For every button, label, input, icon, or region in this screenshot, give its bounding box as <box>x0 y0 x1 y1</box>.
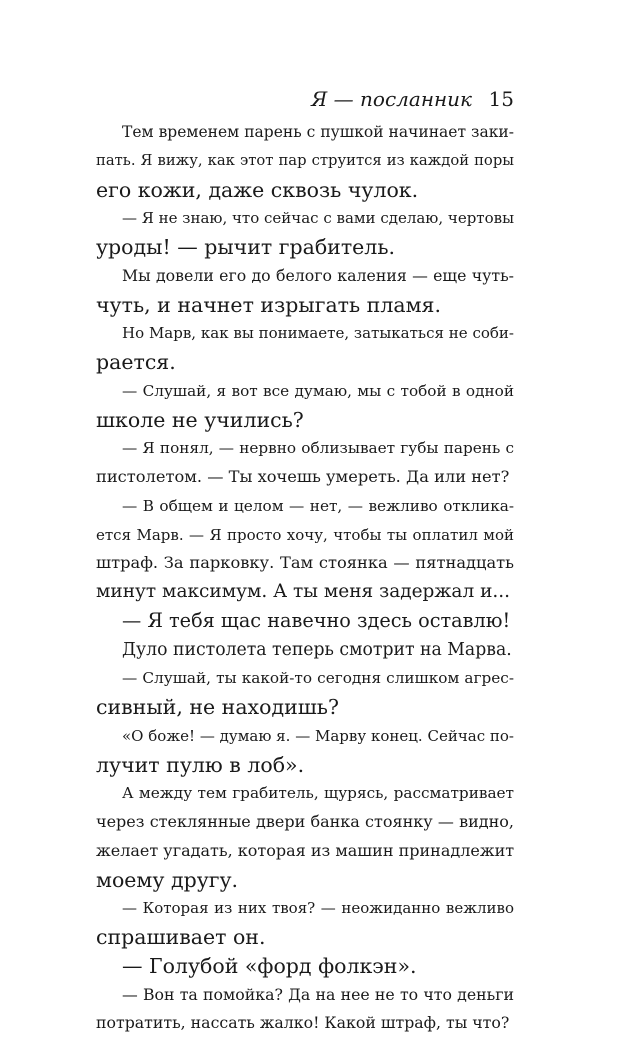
text-line: рается. <box>96 350 176 374</box>
text-line: — В общем и целом — нет, — вежливо отклика- <box>122 496 514 515</box>
text-line: школе не учились? <box>96 407 304 432</box>
text-line: Тем временем парень с пушкой начинает заки- <box>122 123 514 141</box>
text-line: через стеклянные двери банка стоянку — видно, <box>96 812 514 831</box>
text-line: — Я понял, — нервно облизывает губы парень с <box>122 439 514 458</box>
running-head-title: Я — посланник <box>311 87 472 111</box>
text-line: пать. Я вижу, как этот пар струится из каждой поры <box>96 151 514 169</box>
text-line: Но Марв, как вы понимаете, затыкаться не соби- <box>122 324 514 343</box>
running-head <box>96 84 514 114</box>
text-line: чуть, и начнет изрыгать пламя. <box>96 292 441 317</box>
text-line: потратить, нассать жалко! Какой штраф, ты что? <box>96 1013 510 1033</box>
text-line: — Которая из них твоя? — неожиданно вежливо <box>122 899 514 918</box>
page-number: 15 <box>488 87 514 111</box>
text-line: желает угадать, которая из машин принадлежит <box>96 840 515 860</box>
text-line: — Голубой «форд фолкэн». <box>122 953 417 978</box>
text-line: «О боже! — думаю я. — Марву конец. Сейчас по- <box>122 726 514 745</box>
text-line: спрашивает он. <box>96 925 266 949</box>
text-line: — Я тебя щас навечно здесь оставлю! <box>122 608 511 632</box>
text-line: — Вон та помойка? Да на нее не то что деньги <box>122 984 514 1004</box>
text-line: пистолетом. — Ты хочешь умереть. Да или нет? <box>96 467 510 486</box>
text-line: Мы довели его до белого каления — еще чуть- <box>122 265 514 285</box>
text-line: Дуло пистолета теперь смотрит на Марва. <box>122 639 512 660</box>
text-line: сивный, не находишь? <box>96 695 339 719</box>
text-line: лучит пулю в лоб». <box>96 752 305 777</box>
text-line: уроды! — рычит грабитель. <box>96 235 396 259</box>
body-text <box>96 118 514 1038</box>
text-line: штраф. За парковку. Там стоянка — пятнадцать <box>96 553 514 573</box>
text-line: его кожи, даже сквозь чулок. <box>96 177 419 202</box>
text-line: ется Марв. — Я просто хочу, чтобы ты оплатил мой <box>96 525 514 544</box>
text-line: А между тем грабитель, щурясь, рассматривает <box>122 784 514 803</box>
text-line: — Слушай, я вот все думаю, мы с тобой в одной <box>122 381 514 400</box>
text-line: — Я не знаю, что сейчас с вами сделаю, чертовы <box>122 209 515 228</box>
text-line: минут максимум. А ты меня задержал и... <box>96 581 511 602</box>
text-line: — Слушай, ты какой-то сегодня слишком агрес- <box>122 669 514 688</box>
text-line: моему другу. <box>96 867 239 892</box>
